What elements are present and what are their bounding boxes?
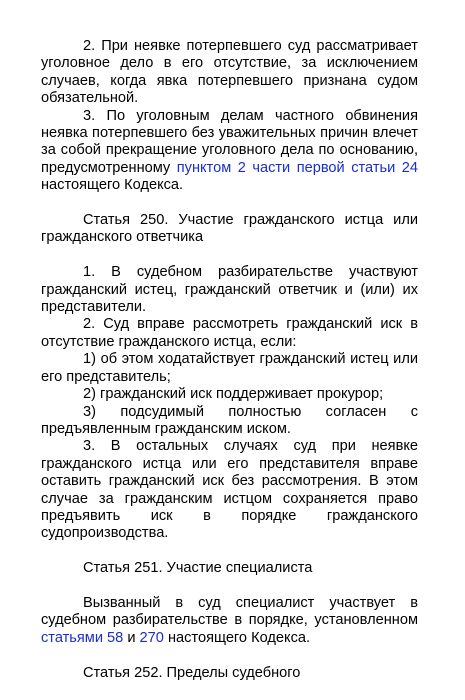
link-article-270[interactable]: 270 [139,629,164,646]
spacer [41,195,418,212]
art250-heading: Статья 250. Участие гражданского истца или гражданского ответчика [41,212,418,246]
spacer [41,647,418,664]
link-article-58[interactable]: статьями 58 [41,629,124,646]
spacer [41,247,418,264]
art250-paragraph-1: 1. В судебном разбирательстве участвуют гражданский истец, гражданский ответчик и (или) их представители. [41,264,418,316]
art250-list-item-3: 3) подсудимый полностью согласен с предъявленным гражданским иском. [41,403,418,437]
art249-paragraph-3-text: 3. По уголовным делам частного обвинения неявка потерпевшего без уважительных причин влечет за собой прекращение уголовного дела по основанию, предусмотренному [41,107,418,176]
art249-paragraph-2: 2. При неявке потерпевшего суд рассматривает уголовное дело в его отсутствие, за исключением случаев, когда явка потерпевшего признана судом обязательной. [41,38,418,107]
art251-paragraph-1-tail: настоящего Кодекса. [163,629,311,646]
art250-paragraph-2: 2. Суд вправе рассмотреть гражданский иск в отсутствие гражданского истца, если: [41,316,418,350]
document-page [41,38,418,682]
link-article-24[interactable]: пунктом 2 части первой статьи 24 [176,159,418,176]
spacer [41,543,418,560]
art249-paragraph-3-tail: настоящего Кодекса. [41,177,184,194]
art250-list-item-1: 1) об этом ходатайствует гражданский истец или его представитель; [41,351,418,385]
art251-paragraph-1-text: Вызванный в суд специалист участвует в судебном разбирательстве в порядке, установленном [41,594,418,629]
art249-paragraph-3 [41,108,418,195]
art251-paragraph-1 [41,595,418,647]
art252-heading: Статья 252. Пределы судебного [83,664,301,681]
spacer [41,578,418,595]
art250-paragraph-3: 3. В остальных случаях суд при неявке гражданского истца или его представителя вправе оставить гражданский иск без рассмотрения. В этом случае за гражданским истцом сохраняется право предъявить иск в порядке гражданского судопроизводства. [41,438,418,542]
art250-list-item-2: 2) гражданский иск поддерживает прокурор; [83,386,384,403]
art251-heading: Статья 251. Участие специалиста [83,560,313,577]
art251-paragraph-1-and: и [123,629,140,646]
